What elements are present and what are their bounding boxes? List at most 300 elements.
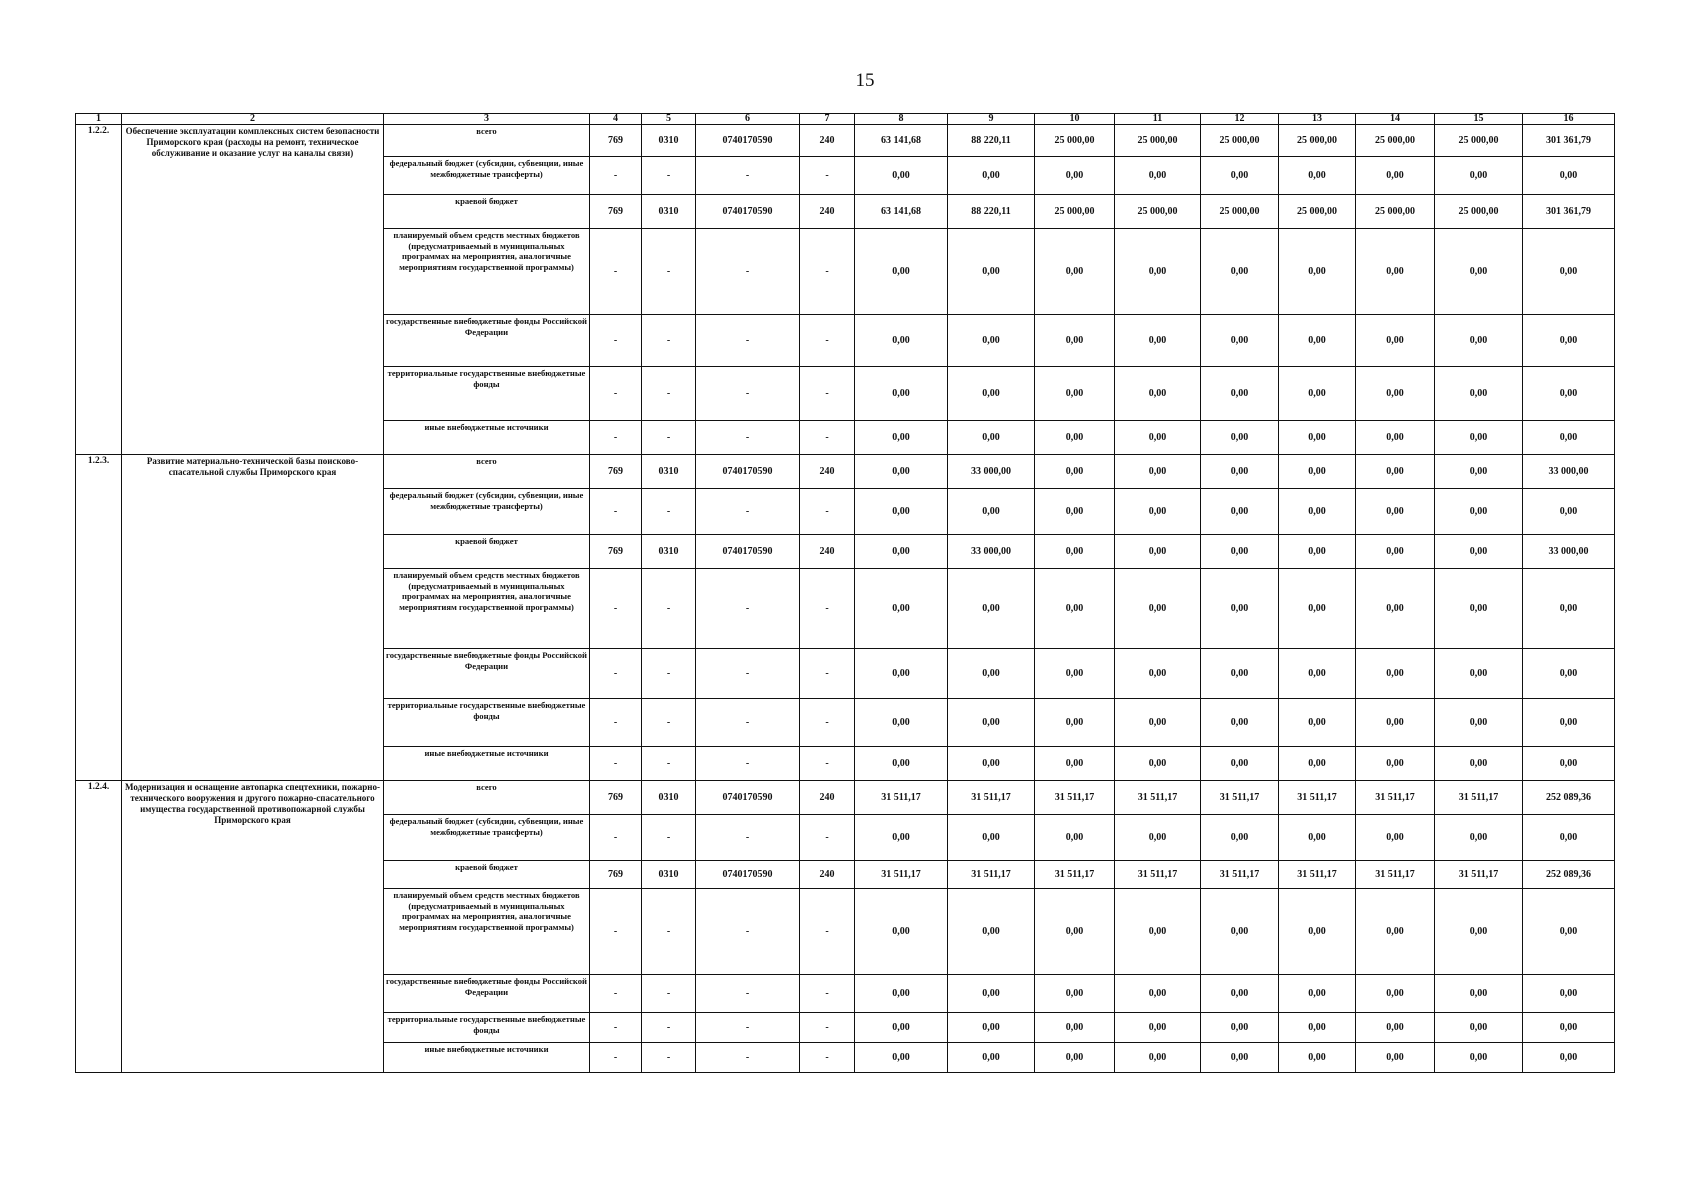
year-value: 0,00 [1035, 1043, 1115, 1073]
year-value: 0,00 [1035, 975, 1115, 1013]
section-code: 0310 [642, 455, 696, 489]
total-value: 252 089,36 [1523, 861, 1615, 889]
year-value: 0,00 [1435, 699, 1523, 747]
section-code: 0310 [642, 535, 696, 569]
year-value: 0,00 [948, 815, 1035, 861]
total-value: 33 000,00 [1523, 535, 1615, 569]
funding-source: федеральный бюджет (субсидии, субвенции, иные межбюджетные трансферты) [384, 489, 590, 535]
admin-code: - [590, 649, 642, 699]
year-value: 0,00 [1356, 315, 1435, 367]
year-value: 0,00 [1035, 747, 1115, 781]
year-value: 0,00 [855, 699, 948, 747]
year-value: 0,00 [1201, 229, 1279, 315]
admin-code: - [590, 889, 642, 975]
year-value: 0,00 [1035, 229, 1115, 315]
total-value: 0,00 [1523, 229, 1615, 315]
year-value: 31 511,17 [948, 781, 1035, 815]
year-value: 33 000,00 [948, 535, 1035, 569]
expense-type-code: 240 [800, 535, 855, 569]
admin-code: - [590, 1013, 642, 1043]
year-value: 0,00 [1435, 747, 1523, 781]
year-value: 0,00 [1279, 455, 1356, 489]
target-article-code: - [696, 315, 800, 367]
target-article-code: - [696, 229, 800, 315]
year-value: 0,00 [948, 489, 1035, 535]
funding-source: планируемый объем средств местных бюджетов (предусматриваемый в муниципальных программах на мероприятия, аналогичные мероприятиям государственной программы) [384, 229, 590, 315]
year-value: 0,00 [1201, 815, 1279, 861]
year-value: 0,00 [1115, 649, 1201, 699]
year-value: 0,00 [1201, 421, 1279, 455]
total-value: 0,00 [1523, 1013, 1615, 1043]
year-value: 0,00 [1435, 1013, 1523, 1043]
year-value: 0,00 [948, 747, 1035, 781]
funding-source: планируемый объем средств местных бюджетов (предусматриваемый в муниципальных программах на мероприятия, аналогичные мероприятиям государственной программы) [384, 889, 590, 975]
column-number: 5 [642, 114, 696, 125]
funding-source: государственные внебюджетные фонды Российской Федерации [384, 975, 590, 1013]
year-value: 0,00 [1201, 699, 1279, 747]
year-value: 0,00 [1356, 1043, 1435, 1073]
total-value: 0,00 [1523, 421, 1615, 455]
year-value: 31 511,17 [855, 861, 948, 889]
column-number: 13 [1279, 114, 1356, 125]
section-code: - [642, 889, 696, 975]
year-value: 31 511,17 [1279, 861, 1356, 889]
column-number: 8 [855, 114, 948, 125]
year-value: 0,00 [1035, 569, 1115, 649]
expense-type-code: - [800, 489, 855, 535]
year-value: 0,00 [1201, 455, 1279, 489]
total-value: 0,00 [1523, 489, 1615, 535]
year-value: 0,00 [1435, 229, 1523, 315]
year-value: 33 000,00 [948, 455, 1035, 489]
year-value: 25 000,00 [1035, 195, 1115, 229]
year-value: 0,00 [855, 649, 948, 699]
target-article-code: 0740170590 [696, 781, 800, 815]
admin-code: - [590, 569, 642, 649]
year-value: 0,00 [1356, 229, 1435, 315]
item-number: 1.2.3. [76, 455, 122, 781]
year-value: 0,00 [1201, 535, 1279, 569]
section-code: - [642, 1043, 696, 1073]
year-value: 0,00 [1035, 157, 1115, 195]
admin-code: - [590, 747, 642, 781]
section-code: - [642, 1013, 696, 1043]
total-value: 0,00 [1523, 1043, 1615, 1073]
year-value: 0,00 [948, 1013, 1035, 1043]
admin-code: - [590, 421, 642, 455]
year-value: 0,00 [1279, 889, 1356, 975]
year-value: 0,00 [855, 489, 948, 535]
year-value: 0,00 [1201, 889, 1279, 975]
year-value: 0,00 [948, 367, 1035, 421]
section-code: - [642, 649, 696, 699]
year-value: 0,00 [1435, 421, 1523, 455]
year-value: 0,00 [855, 889, 948, 975]
funding-source: всего [384, 781, 590, 815]
target-article-code: - [696, 569, 800, 649]
year-value: 0,00 [1279, 315, 1356, 367]
target-article-code: - [696, 699, 800, 747]
expense-type-code: - [800, 157, 855, 195]
admin-code: - [590, 815, 642, 861]
year-value: 0,00 [855, 569, 948, 649]
year-value: 0,00 [1279, 157, 1356, 195]
funding-source: государственные внебюджетные фонды Российской Федерации [384, 315, 590, 367]
target-article-code: - [696, 1043, 800, 1073]
year-value: 0,00 [855, 535, 948, 569]
expense-type-code: - [800, 367, 855, 421]
admin-code: - [590, 229, 642, 315]
total-value: 0,00 [1523, 889, 1615, 975]
year-value: 0,00 [855, 815, 948, 861]
section-code: - [642, 367, 696, 421]
admin-code: 769 [590, 195, 642, 229]
total-value: 0,00 [1523, 649, 1615, 699]
year-value: 0,00 [1356, 815, 1435, 861]
year-value: 0,00 [1435, 535, 1523, 569]
table-row [76, 781, 1615, 815]
year-value: 0,00 [1435, 975, 1523, 1013]
year-value: 0,00 [1279, 535, 1356, 569]
year-value: 0,00 [1035, 535, 1115, 569]
year-value: 0,00 [1115, 889, 1201, 975]
section-code: 0310 [642, 861, 696, 889]
year-value: 0,00 [948, 569, 1035, 649]
year-value: 0,00 [1201, 1043, 1279, 1073]
year-value: 0,00 [948, 315, 1035, 367]
admin-code: 769 [590, 535, 642, 569]
year-value: 0,00 [1115, 1043, 1201, 1073]
year-value: 0,00 [948, 1043, 1035, 1073]
year-value: 0,00 [1115, 975, 1201, 1013]
total-value: 252 089,36 [1523, 781, 1615, 815]
expense-type-code: - [800, 1013, 855, 1043]
admin-code: - [590, 975, 642, 1013]
total-value: 0,00 [1523, 975, 1615, 1013]
year-value: 0,00 [1279, 747, 1356, 781]
year-value: 25 000,00 [1356, 195, 1435, 229]
funding-source: краевой бюджет [384, 195, 590, 229]
year-value: 63 141,68 [855, 195, 948, 229]
year-value: 0,00 [1201, 975, 1279, 1013]
admin-code: - [590, 699, 642, 747]
item-number: 1.2.2. [76, 125, 122, 455]
year-value: 0,00 [1279, 1043, 1356, 1073]
column-number: 10 [1035, 114, 1115, 125]
year-value: 0,00 [1435, 1043, 1523, 1073]
funding-source: федеральный бюджет (субсидии, субвенции, иные межбюджетные трансферты) [384, 157, 590, 195]
column-number: 3 [384, 114, 590, 125]
year-value: 31 511,17 [948, 861, 1035, 889]
year-value: 0,00 [1035, 367, 1115, 421]
expense-type-code: - [800, 649, 855, 699]
year-value: 0,00 [1279, 699, 1356, 747]
total-value: 0,00 [1523, 569, 1615, 649]
year-value: 0,00 [1035, 815, 1115, 861]
year-value: 0,00 [1115, 315, 1201, 367]
section-code: - [642, 157, 696, 195]
expense-type-code: 240 [800, 781, 855, 815]
section-code: - [642, 699, 696, 747]
section-code: - [642, 229, 696, 315]
year-value: 0,00 [1201, 1013, 1279, 1043]
table-row [76, 455, 1615, 489]
expense-type-code: - [800, 421, 855, 455]
year-value: 25 000,00 [1279, 125, 1356, 157]
year-value: 0,00 [1115, 1013, 1201, 1043]
year-value: 0,00 [1356, 889, 1435, 975]
year-value: 31 511,17 [1435, 861, 1523, 889]
year-value: 0,00 [1356, 455, 1435, 489]
year-value: 31 511,17 [1435, 781, 1523, 815]
expense-type-code: - [800, 569, 855, 649]
column-number: 7 [800, 114, 855, 125]
year-value: 0,00 [1115, 229, 1201, 315]
year-value: 0,00 [855, 421, 948, 455]
column-number: 11 [1115, 114, 1201, 125]
year-value: 0,00 [1279, 1013, 1356, 1043]
year-value: 31 511,17 [1115, 781, 1201, 815]
year-value: 0,00 [948, 649, 1035, 699]
item-name: Развитие материально-технической базы поисково-спасательной службы Приморского края [122, 455, 384, 781]
target-article-code: - [696, 489, 800, 535]
year-value: 0,00 [1115, 455, 1201, 489]
expense-type-code: - [800, 315, 855, 367]
year-value: 25 000,00 [1435, 195, 1523, 229]
year-value: 0,00 [1435, 315, 1523, 367]
year-value: 0,00 [855, 975, 948, 1013]
year-value: 0,00 [1201, 367, 1279, 421]
section-code: 0310 [642, 125, 696, 157]
year-value: 0,00 [948, 699, 1035, 747]
year-value: 0,00 [1279, 421, 1356, 455]
total-value: 0,00 [1523, 815, 1615, 861]
column-number: 4 [590, 114, 642, 125]
year-value: 25 000,00 [1115, 195, 1201, 229]
column-number: 14 [1356, 114, 1435, 125]
year-value: 31 511,17 [1201, 781, 1279, 815]
year-value: 31 511,17 [855, 781, 948, 815]
funding-source: всего [384, 455, 590, 489]
year-value: 25 000,00 [1035, 125, 1115, 157]
year-value: 0,00 [1356, 649, 1435, 699]
year-value: 0,00 [1201, 489, 1279, 535]
target-article-code: 0740170590 [696, 125, 800, 157]
total-value: 33 000,00 [1523, 455, 1615, 489]
year-value: 0,00 [948, 975, 1035, 1013]
target-article-code: - [696, 157, 800, 195]
column-number: 16 [1523, 114, 1615, 125]
year-value: 0,00 [1279, 975, 1356, 1013]
target-article-code: 0740170590 [696, 861, 800, 889]
year-value: 0,00 [1356, 367, 1435, 421]
funding-source: территориальные государственные внебюджетные фонды [384, 699, 590, 747]
year-value: 31 511,17 [1035, 781, 1115, 815]
funding-source: планируемый объем средств местных бюджетов (предусматриваемый в муниципальных программах на мероприятия, аналогичные мероприятиям государственной программы) [384, 569, 590, 649]
year-value: 0,00 [1201, 157, 1279, 195]
column-number-row [76, 114, 1615, 125]
year-value: 0,00 [1279, 229, 1356, 315]
section-code: - [642, 747, 696, 781]
funding-source: иные внебюджетные источники [384, 1043, 590, 1073]
year-value: 31 511,17 [1356, 781, 1435, 815]
year-value: 88 220,11 [948, 125, 1035, 157]
year-value: 0,00 [1115, 367, 1201, 421]
year-value: 0,00 [1279, 489, 1356, 535]
year-value: 0,00 [1035, 421, 1115, 455]
section-code: - [642, 489, 696, 535]
year-value: 0,00 [1201, 569, 1279, 649]
total-value: 301 361,79 [1523, 195, 1615, 229]
year-value: 63 141,68 [855, 125, 948, 157]
admin-code: - [590, 489, 642, 535]
year-value: 0,00 [1279, 649, 1356, 699]
table-row [76, 125, 1615, 157]
expense-type-code: - [800, 229, 855, 315]
section-code: 0310 [642, 781, 696, 815]
year-value: 0,00 [1035, 649, 1115, 699]
total-value: 301 361,79 [1523, 125, 1615, 157]
year-value: 0,00 [1435, 455, 1523, 489]
total-value: 0,00 [1523, 157, 1615, 195]
year-value: 0,00 [1356, 569, 1435, 649]
target-article-code: - [696, 421, 800, 455]
year-value: 0,00 [1356, 699, 1435, 747]
year-value: 0,00 [1115, 157, 1201, 195]
expense-type-code: 240 [800, 861, 855, 889]
admin-code: - [590, 315, 642, 367]
year-value: 0,00 [855, 315, 948, 367]
expense-type-code: 240 [800, 125, 855, 157]
expense-type-code: 240 [800, 455, 855, 489]
column-number: 1 [76, 114, 122, 125]
year-value: 0,00 [1356, 747, 1435, 781]
item-name: Модернизация и оснащение автопарка спецтехники, пожарно-технического вооружения и другого пожарно-спасательного имущества государственной противопожарной службы Приморского края [122, 781, 384, 1073]
column-number: 2 [122, 114, 384, 125]
funding-source: территориальные государственные внебюджетные фонды [384, 367, 590, 421]
year-value: 25 000,00 [1356, 125, 1435, 157]
section-code: - [642, 815, 696, 861]
funding-source: государственные внебюджетные фонды Российской Федерации [384, 649, 590, 699]
year-value: 0,00 [1356, 535, 1435, 569]
item-number: 1.2.4. [76, 781, 122, 1073]
year-value: 0,00 [1356, 1013, 1435, 1043]
target-article-code: 0740170590 [696, 535, 800, 569]
target-article-code: - [696, 975, 800, 1013]
year-value: 0,00 [1435, 367, 1523, 421]
year-value: 0,00 [948, 889, 1035, 975]
year-value: 25 000,00 [1279, 195, 1356, 229]
year-value: 0,00 [1279, 367, 1356, 421]
year-value: 31 511,17 [1201, 861, 1279, 889]
funding-source: федеральный бюджет (субсидии, субвенции, иные межбюджетные трансферты) [384, 815, 590, 861]
year-value: 0,00 [1035, 699, 1115, 747]
year-value: 0,00 [1435, 889, 1523, 975]
year-value: 0,00 [948, 421, 1035, 455]
target-article-code: - [696, 747, 800, 781]
year-value: 31 511,17 [1035, 861, 1115, 889]
admin-code: 769 [590, 125, 642, 157]
year-value: 0,00 [1279, 569, 1356, 649]
year-value: 0,00 [1035, 489, 1115, 535]
funding-source: территориальные государственные внебюджетные фонды [384, 1013, 590, 1043]
year-value: 31 511,17 [1279, 781, 1356, 815]
year-value: 25 000,00 [1115, 125, 1201, 157]
column-number: 6 [696, 114, 800, 125]
funding-source: иные внебюджетные источники [384, 421, 590, 455]
expense-type-code: - [800, 889, 855, 975]
year-value: 0,00 [1035, 315, 1115, 367]
year-value: 0,00 [855, 1013, 948, 1043]
expense-type-code: - [800, 747, 855, 781]
funding-source: всего [384, 125, 590, 157]
year-value: 0,00 [1435, 489, 1523, 535]
expense-type-code: - [800, 1043, 855, 1073]
year-value: 0,00 [1115, 569, 1201, 649]
year-value: 0,00 [1115, 535, 1201, 569]
target-article-code: - [696, 649, 800, 699]
year-value: 0,00 [1035, 889, 1115, 975]
section-code: - [642, 421, 696, 455]
year-value: 0,00 [1115, 421, 1201, 455]
item-name: Обеспечение эксплуатации комплексных систем безопасности Приморского края (расходы на ремонт, техническое обслуживание и оказание услуг на каналы связи) [122, 125, 384, 455]
year-value: 0,00 [1115, 699, 1201, 747]
year-value: 0,00 [855, 455, 948, 489]
admin-code: 769 [590, 861, 642, 889]
year-value: 25 000,00 [1201, 195, 1279, 229]
page-number: 15 [855, 70, 875, 91]
year-value: 0,00 [1201, 315, 1279, 367]
year-value: 0,00 [1115, 489, 1201, 535]
year-value: 0,00 [855, 747, 948, 781]
funding-source: краевой бюджет [384, 861, 590, 889]
year-value: 0,00 [1435, 649, 1523, 699]
year-value: 0,00 [948, 229, 1035, 315]
year-value: 0,00 [1035, 1013, 1115, 1043]
year-value: 0,00 [1201, 649, 1279, 699]
admin-code: 769 [590, 781, 642, 815]
year-value: 0,00 [1201, 747, 1279, 781]
admin-code: - [590, 367, 642, 421]
target-article-code: - [696, 889, 800, 975]
total-value: 0,00 [1523, 699, 1615, 747]
target-article-code: 0740170590 [696, 455, 800, 489]
year-value: 0,00 [1435, 157, 1523, 195]
expense-type-code: - [800, 815, 855, 861]
target-article-code: 0740170590 [696, 195, 800, 229]
admin-code: - [590, 157, 642, 195]
column-number: 9 [948, 114, 1035, 125]
admin-code: - [590, 1043, 642, 1073]
section-code: - [642, 975, 696, 1013]
funding-source: иные внебюджетные источники [384, 747, 590, 781]
expense-type-code: - [800, 975, 855, 1013]
year-value: 0,00 [855, 1043, 948, 1073]
year-value: 0,00 [948, 157, 1035, 195]
year-value: 0,00 [1279, 815, 1356, 861]
year-value: 0,00 [1035, 455, 1115, 489]
year-value: 0,00 [1356, 421, 1435, 455]
year-value: 0,00 [1356, 975, 1435, 1013]
table-body [76, 125, 1615, 1073]
target-article-code: - [696, 367, 800, 421]
funding-source: краевой бюджет [384, 535, 590, 569]
target-article-code: - [696, 815, 800, 861]
total-value: 0,00 [1523, 367, 1615, 421]
year-value: 0,00 [1356, 489, 1435, 535]
year-value: 0,00 [1435, 815, 1523, 861]
total-value: 0,00 [1523, 315, 1615, 367]
